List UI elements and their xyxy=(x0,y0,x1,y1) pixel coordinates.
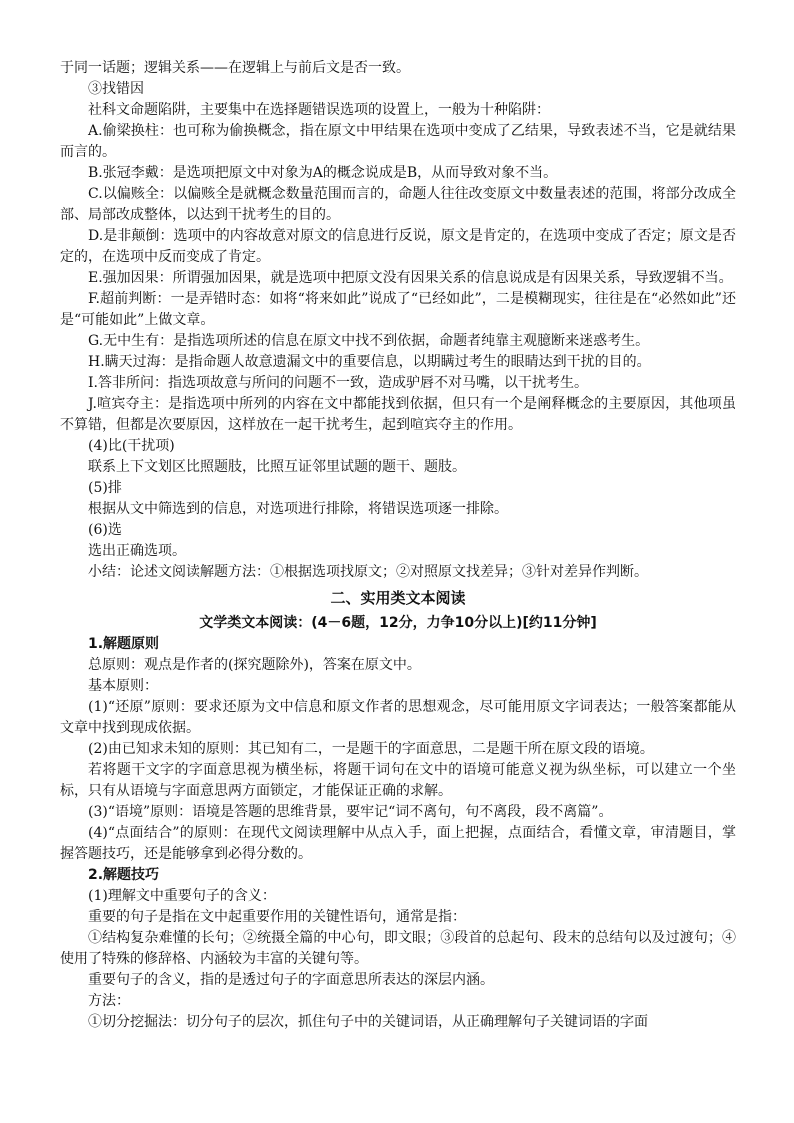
paragraph: (6)选 xyxy=(88,522,122,538)
paragraph: (5)排 xyxy=(88,480,122,496)
paragraph: ③找错因 xyxy=(88,81,144,97)
paragraph: F.超前判断：一是弄错时态：如将“将来如此”说成了“已经如此”，二是模糊现实，往往是在“必然如此”还是“可能如此”上做文章。 xyxy=(60,291,736,328)
paragraph: G.无中生有：是指选项所述的信息在原文中找不到依据，命题者纯靠主观臆断来迷惑考生。 xyxy=(88,333,650,349)
paragraph: 总原则：观点是作者的(探究题除外)，答案在原文中。 xyxy=(88,657,421,673)
paragraph: I.答非所问：指选项故意与所问的问题不一致，造成驴唇不对马嘴，以干扰考生。 xyxy=(88,375,588,391)
document-body xyxy=(60,58,736,1033)
paragraph: 选出正确选项。 xyxy=(88,543,186,559)
section-heading: 二、实用类文本阅读 xyxy=(330,589,466,607)
paragraph: (4)“点面结合”的原则：在现代文阅读理解中从点入手，面上把握，点面结合，看懂文章，审清题目，掌握答题技巧，还是能够拿到必得分数的。 xyxy=(60,825,736,862)
paragraph: (2)由已知求未知的原则：其已知有二，一是题干的字面意思，二是题干所在原文段的语境。 xyxy=(88,741,654,757)
paragraph: 若将题干文字的字面意思视为横坐标，将题干词句在文中的语境可能意义视为纵坐标，可以建立一个坐标，只有从语境与字面意思两方面锁定，才能保证正确的求解。 xyxy=(60,762,736,799)
paragraph: 方法： xyxy=(88,993,130,1009)
paragraph: D.是非颠倒：选项中的内容故意对原文的信息进行反说，原文是肯定的，在选项中变成了否定；原文是否定的，在选项中反而变成了肯定。 xyxy=(60,228,736,265)
paragraph: 联系上下文划区比照题肢，比照互证邻里试题的题干、题肢。 xyxy=(88,459,466,475)
paragraph: E.强加因果：所谓强加因果，就是选项中把原文没有因果关系的信息说成是有因果关系，导致逻辑不当。 xyxy=(88,270,733,286)
paragraph: 基本原则： xyxy=(88,678,158,694)
paragraph: 于同一话题；逻辑关系——在逻辑上与前后文是否一致。 xyxy=(60,60,410,76)
paragraph: (1)“还原”原则：要求还原为文中信息和原文作者的思想观念，尽可能用原文字词表达；一般答案都能从文章中找到现成依据。 xyxy=(60,699,736,736)
paragraph: (3)“语境”原则：语境是答题的思维背景，要牢记“词不离句，句不离段，段不离篇”。 xyxy=(88,804,613,820)
paragraph: 小结：论述文阅读解题方法：①根据选项找原文；②对照原文找差异；③针对差异作判断。 xyxy=(88,564,648,580)
paragraph: (1)理解文中重要句子的含义： xyxy=(88,888,276,904)
paragraph: 重要的句子是指在文中起重要作用的关键性语句，通常是指： xyxy=(88,909,466,925)
paragraph: 重要句子的含义，指的是透过句子的字面意思所表达的深层内涵。 xyxy=(88,972,494,988)
paragraph: ①结构复杂难懂的长句；②统摄全篇的中心句，即文眼；③段首的总起句、段末的总结句以及过渡句；④使用了特殊的修辞格、内涵较为丰富的关键句等。 xyxy=(60,930,736,967)
paragraph: C.以偏赅全：以偏赅全是就概念数量范围而言的，命题人往往改变原文中数量表述的范围，将部分改成全部、局部改成整体，以达到干扰考生的目的。 xyxy=(60,186,736,223)
paragraph: ①切分挖掘法：切分句子的层次，抓住句子中的关键词语，从正确理解句子关键词语的字面 xyxy=(88,1014,648,1030)
paragraph: 社科文命题陷阱，主要集中在选择题错误选项的设置上，一般为十种陷阱： xyxy=(88,102,550,118)
paragraph: H.瞒天过海：是指命题人故意遗漏文中的重要信息，以期瞒过考生的眼睛达到干扰的目的。 xyxy=(88,354,651,370)
paragraph: B.张冠李戴：是选项把原文中对象为A的概念说成是B，从而导致对象不当。 xyxy=(88,165,558,181)
paragraph: J.喧宾夺主：是指选项中所列的内容在文中都能找到依据，但只有一个是阐释概念的主要原因，其他项虽不算错，但都是次要原因，这样放在一起干扰考生，起到喧宾夺主的作用。 xyxy=(60,396,736,433)
subsection-heading: 文学类文本阅读：(4－6题，12分，力争10分以上)[约11分钟] xyxy=(199,615,597,631)
paragraph: 根据从文中筛选到的信息，对选项进行排除，将错误选项逐一排除。 xyxy=(88,501,508,517)
heading-principles: 1.解题原则 xyxy=(88,636,160,652)
paragraph: (4)比(干扰项) xyxy=(88,438,175,454)
paragraph: A.偷梁换柱：也可称为偷换概念，指在原文中甲结果在选项中变成了乙结果，导致表述不当，它是就结果而言的。 xyxy=(60,123,736,160)
heading-techniques: 2.解题技巧 xyxy=(88,867,160,883)
